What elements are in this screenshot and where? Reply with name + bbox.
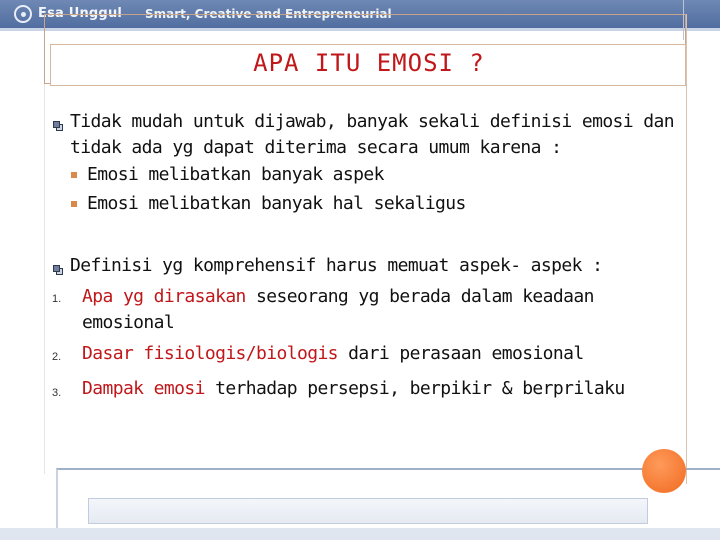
list-number: 3. [52,387,62,399]
header-tagline: Smart, Creative and Entrepreneurial [145,7,392,21]
bottom-bar [88,498,648,524]
university-logo-icon [14,5,32,23]
point1-line1: Tidak mudah untuk dijawab, banyak sekali definisi emosi dan [70,111,674,132]
bottom-strip [0,528,720,540]
slide-title: APA ITU EMOSI ? [253,49,485,77]
item3-highlight: Dampak emosi [82,378,205,399]
point1-line2: tidak ada yg dapat diterima secara umum karena : [70,137,562,158]
item3-rest: terhadap persepsi, berpikir & berprilaku [204,378,625,399]
checkbox-bullet-icon [53,121,63,131]
item1-rest: seseorang yg berada dalam keadaan [245,286,594,307]
logo-text: Esa Unggul [38,6,123,21]
list-number: 2. [52,351,62,363]
point2-item3 [82,378,625,399]
orange-circle-decoration [642,449,686,493]
item1-highlight: Apa yg dirasakan [82,286,246,307]
frame-left-rule [44,84,45,474]
point2-item1 [82,286,594,307]
frame-right-rule [686,14,687,484]
frame-tick [683,0,684,40]
item2-rest: dari perasaan emosional [337,343,584,364]
point1-sub1: Emosi melibatkan banyak aspek [87,164,384,185]
list-number: 1. [52,293,62,305]
point2-line1: Definisi yg komprehensif harus memuat aspek- aspek : [70,255,603,276]
square-bullet-icon [71,201,77,207]
point1-sub2: Emosi melibatkan banyak hal sekaligus [87,193,466,214]
point2-item1-cont: emosional [82,312,175,333]
checkbox-bullet-icon [53,265,63,275]
title-box [50,44,686,86]
item2-highlight: Dasar fisiologis/biologis [82,343,338,364]
point2-item2 [82,343,584,364]
square-bullet-icon [71,172,77,178]
